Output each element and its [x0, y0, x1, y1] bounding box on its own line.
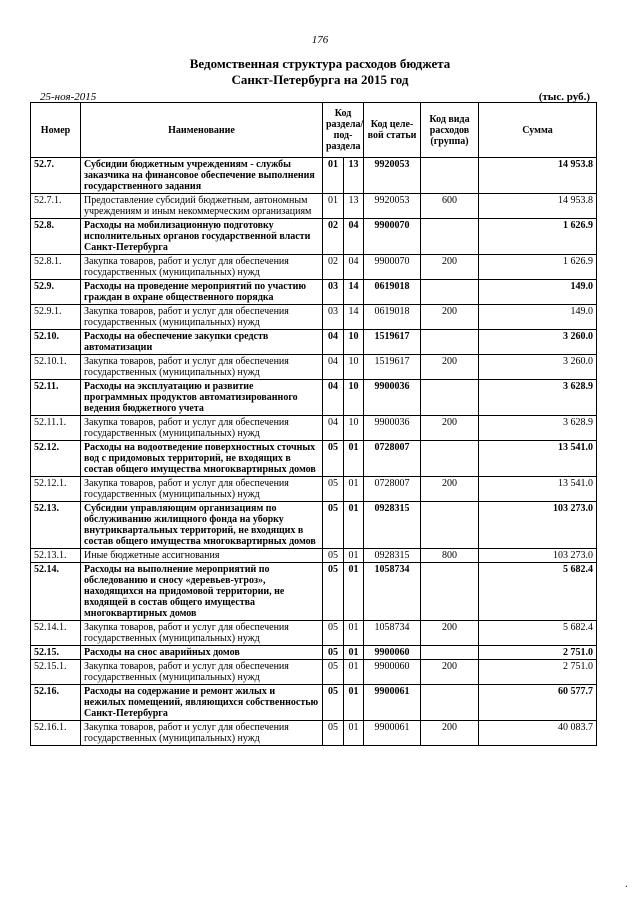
title-line-2: Санкт-Петербурга на 2015 год	[231, 72, 409, 87]
row-name: Субсидии бюджетным учреждениям - службы заказчика на финансовое обеспечение выполнения государственного задания	[81, 158, 323, 194]
row-target: 9920053	[364, 158, 421, 194]
header-section: Код раздела/ под- раздела	[323, 103, 364, 158]
row-name: Расходы на выполнение мероприятий по обследованию и сносу «деревьев-угроз», находящихся на придомовой территории, не входящей в состав общего имущества многоквартирных домов	[81, 563, 323, 621]
row-sum: 149.0	[479, 305, 597, 330]
row-subsection: 04	[344, 219, 364, 255]
corner-mark: ·	[624, 882, 628, 893]
table-row	[31, 219, 597, 255]
row-section: 05	[323, 660, 344, 685]
row-type: 200	[421, 721, 479, 746]
row-sum: 2 751.0	[479, 660, 597, 685]
table-row	[31, 158, 597, 194]
row-sum: 14 953.8	[479, 194, 597, 219]
row-section: 02	[323, 255, 344, 280]
row-name: Расходы на эксплуатацию и развитие программных продуктов автоматизированного ведения бюджетного учета	[81, 380, 323, 416]
row-subsection: 01	[344, 502, 364, 549]
row-sum: 3 260.0	[479, 330, 597, 355]
document-title	[0, 56, 640, 88]
budget-table	[30, 102, 597, 746]
row-subsection: 13	[344, 158, 364, 194]
row-target: 9900061	[364, 685, 421, 721]
row-subsection: 01	[344, 621, 364, 646]
title-line-1: Ведомственная структура расходов бюджета	[189, 56, 451, 71]
header-number: Номер	[31, 103, 81, 158]
row-section: 03	[323, 305, 344, 330]
row-number: 52.12.	[31, 441, 81, 477]
row-name: Закупка товаров, работ и услуг для обеспечения государственных (муниципальных) нужд	[81, 255, 323, 280]
row-section: 05	[323, 549, 344, 563]
row-target: 9900060	[364, 646, 421, 660]
row-name: Расходы на обеспечение закупки средств автоматизации	[81, 330, 323, 355]
table-row	[31, 721, 597, 746]
row-section: 01	[323, 194, 344, 219]
row-name: Закупка товаров, работ и услуг для обеспечения государственных (муниципальных) нужд	[81, 477, 323, 502]
table-row	[31, 441, 597, 477]
row-type: 200	[421, 416, 479, 441]
row-section: 04	[323, 355, 344, 380]
table-row	[31, 549, 597, 563]
row-target: 0728007	[364, 441, 421, 477]
row-type: 600	[421, 194, 479, 219]
row-name: Расходы на проведение мероприятий по участию граждан в охране общественного порядка	[81, 280, 323, 305]
row-number: 52.16.	[31, 685, 81, 721]
row-target: 9900070	[364, 255, 421, 280]
row-sum: 149.0	[479, 280, 597, 305]
row-type: 200	[421, 255, 479, 280]
row-type	[421, 646, 479, 660]
row-sum: 5 682.4	[479, 563, 597, 621]
row-name: Закупка товаров, работ и услуг для обеспечения государственных (муниципальных) нужд	[81, 621, 323, 646]
row-type	[421, 502, 479, 549]
row-target: 0928315	[364, 502, 421, 549]
row-subsection: 01	[344, 721, 364, 746]
table-row	[31, 621, 597, 646]
row-type	[421, 330, 479, 355]
row-target: 0619018	[364, 305, 421, 330]
table-row	[31, 502, 597, 549]
row-type: 200	[421, 305, 479, 330]
row-target: 1519617	[364, 330, 421, 355]
row-section: 05	[323, 721, 344, 746]
row-target: 0619018	[364, 280, 421, 305]
units-label: (тыс. руб.)	[538, 91, 590, 103]
row-type	[421, 563, 479, 621]
row-target: 0928315	[364, 549, 421, 563]
table-body	[31, 158, 597, 746]
table-row	[31, 477, 597, 502]
row-subsection: 10	[344, 416, 364, 441]
row-target: 1519617	[364, 355, 421, 380]
row-number: 52.14.	[31, 563, 81, 621]
row-name: Иные бюджетные ассигнования	[81, 549, 323, 563]
row-section: 04	[323, 380, 344, 416]
header-type: Код вида расходов (группа)	[421, 103, 479, 158]
table-row	[31, 563, 597, 621]
row-sum: 103 273.0	[479, 502, 597, 549]
row-section: 04	[323, 416, 344, 441]
row-number: 52.9.1.	[31, 305, 81, 330]
row-section: 02	[323, 219, 344, 255]
row-type: 200	[421, 355, 479, 380]
row-type: 200	[421, 477, 479, 502]
row-name: Расходы на водоотведение поверхностных сточных вод с придомовых территорий, не входящих в состав общего имущества многоквартирных домов	[81, 441, 323, 477]
row-subsection: 14	[344, 280, 364, 305]
row-name: Закупка товаров, работ и услуг для обеспечения государственных (муниципальных) нужд	[81, 721, 323, 746]
row-name: Расходы на содержание и ремонт жилых и нежилых помещений, являющихся собственностью Санкт-Петербурга	[81, 685, 323, 721]
row-number: 52.15.1.	[31, 660, 81, 685]
row-sum: 60 577.7	[479, 685, 597, 721]
row-number: 52.15.	[31, 646, 81, 660]
row-name: Расходы на снос аварийных домов	[81, 646, 323, 660]
row-section: 05	[323, 563, 344, 621]
row-sum: 13 541.0	[479, 477, 597, 502]
row-type	[421, 380, 479, 416]
row-section: 05	[323, 441, 344, 477]
row-number: 52.10.1.	[31, 355, 81, 380]
table-row	[31, 355, 597, 380]
row-sum: 3 260.0	[479, 355, 597, 380]
table-row	[31, 416, 597, 441]
row-section: 05	[323, 685, 344, 721]
row-sum: 14 953.8	[479, 158, 597, 194]
row-section: 04	[323, 330, 344, 355]
row-subsection: 01	[344, 646, 364, 660]
row-name: Закупка товаров, работ и услуг для обеспечения государственных (муниципальных) нужд	[81, 305, 323, 330]
row-subsection: 01	[344, 685, 364, 721]
row-target: 9900036	[364, 380, 421, 416]
row-number: 52.7.	[31, 158, 81, 194]
row-target: 9900061	[364, 721, 421, 746]
row-number: 52.14.1.	[31, 621, 81, 646]
row-number: 52.11.	[31, 380, 81, 416]
table-row	[31, 194, 597, 219]
row-name: Предоставление субсидий бюджетным, автономным учреждениям и иным некоммерческим организациям	[81, 194, 323, 219]
row-subsection: 01	[344, 563, 364, 621]
row-sum: 40 083.7	[479, 721, 597, 746]
row-number: 52.16.1.	[31, 721, 81, 746]
row-type: 800	[421, 549, 479, 563]
row-type	[421, 441, 479, 477]
row-name: Закупка товаров, работ и услуг для обеспечения государственных (муниципальных) нужд	[81, 416, 323, 441]
row-target: 9900060	[364, 660, 421, 685]
row-number: 52.7.1.	[31, 194, 81, 219]
table-row	[31, 380, 597, 416]
table-row	[31, 255, 597, 280]
row-target: 9900036	[364, 416, 421, 441]
row-subsection: 10	[344, 355, 364, 380]
row-section: 05	[323, 646, 344, 660]
row-type: 200	[421, 660, 479, 685]
row-sum: 3 628.9	[479, 380, 597, 416]
row-target: 9920053	[364, 194, 421, 219]
row-sum: 103 273.0	[479, 549, 597, 563]
row-subsection: 01	[344, 477, 364, 502]
row-type	[421, 219, 479, 255]
row-section: 03	[323, 280, 344, 305]
row-subsection: 10	[344, 330, 364, 355]
row-number: 52.11.1.	[31, 416, 81, 441]
row-sum: 1 626.9	[479, 255, 597, 280]
row-section: 05	[323, 502, 344, 549]
row-number: 52.13.	[31, 502, 81, 549]
row-section: 05	[323, 621, 344, 646]
row-name: Субсидии управляющим организациям по обслуживанию жилищного фонда на уборку внутриквартальных территорий, не входящих в состав общего имущества многоквартирных домов	[81, 502, 323, 549]
row-sum: 3 628.9	[479, 416, 597, 441]
table-row	[31, 660, 597, 685]
row-target: 1058734	[364, 563, 421, 621]
row-section: 05	[323, 477, 344, 502]
row-number: 52.8.1.	[31, 255, 81, 280]
row-subsection: 01	[344, 549, 364, 563]
header-sum: Сумма	[479, 103, 597, 158]
row-number: 52.13.1.	[31, 549, 81, 563]
row-type: 200	[421, 621, 479, 646]
row-subsection: 04	[344, 255, 364, 280]
row-name: Закупка товаров, работ и услуг для обеспечения государственных (муниципальных) нужд	[81, 660, 323, 685]
row-sum: 5 682.4	[479, 621, 597, 646]
table-row	[31, 305, 597, 330]
row-target: 1058734	[364, 621, 421, 646]
row-type	[421, 158, 479, 194]
row-target: 9900070	[364, 219, 421, 255]
row-subsection: 01	[344, 441, 364, 477]
row-type	[421, 280, 479, 305]
row-subsection: 10	[344, 380, 364, 416]
document-date: 25-ноя-2015	[40, 91, 97, 103]
row-number: 52.9.	[31, 280, 81, 305]
table-row	[31, 685, 597, 721]
row-section: 01	[323, 158, 344, 194]
header-name: Наименование	[81, 103, 323, 158]
header-target: Код целе- вой статьи	[364, 103, 421, 158]
table-row	[31, 280, 597, 305]
row-number: 52.12.1.	[31, 477, 81, 502]
row-number: 52.8.	[31, 219, 81, 255]
row-type	[421, 685, 479, 721]
row-name: Закупка товаров, работ и услуг для обеспечения государственных (муниципальных) нужд	[81, 355, 323, 380]
row-subsection: 13	[344, 194, 364, 219]
row-sum: 2 751.0	[479, 646, 597, 660]
table-row	[31, 330, 597, 355]
row-target: 0728007	[364, 477, 421, 502]
row-sum: 13 541.0	[479, 441, 597, 477]
page-number: 176	[311, 34, 329, 46]
table-header-row	[31, 103, 597, 158]
row-sum: 1 626.9	[479, 219, 597, 255]
row-name: Расходы на мобилизационную подготовку исполнительных органов государственной власти Санкт-Петербурга	[81, 219, 323, 255]
table-row	[31, 646, 597, 660]
row-number: 52.10.	[31, 330, 81, 355]
row-subsection: 01	[344, 660, 364, 685]
row-subsection: 14	[344, 305, 364, 330]
